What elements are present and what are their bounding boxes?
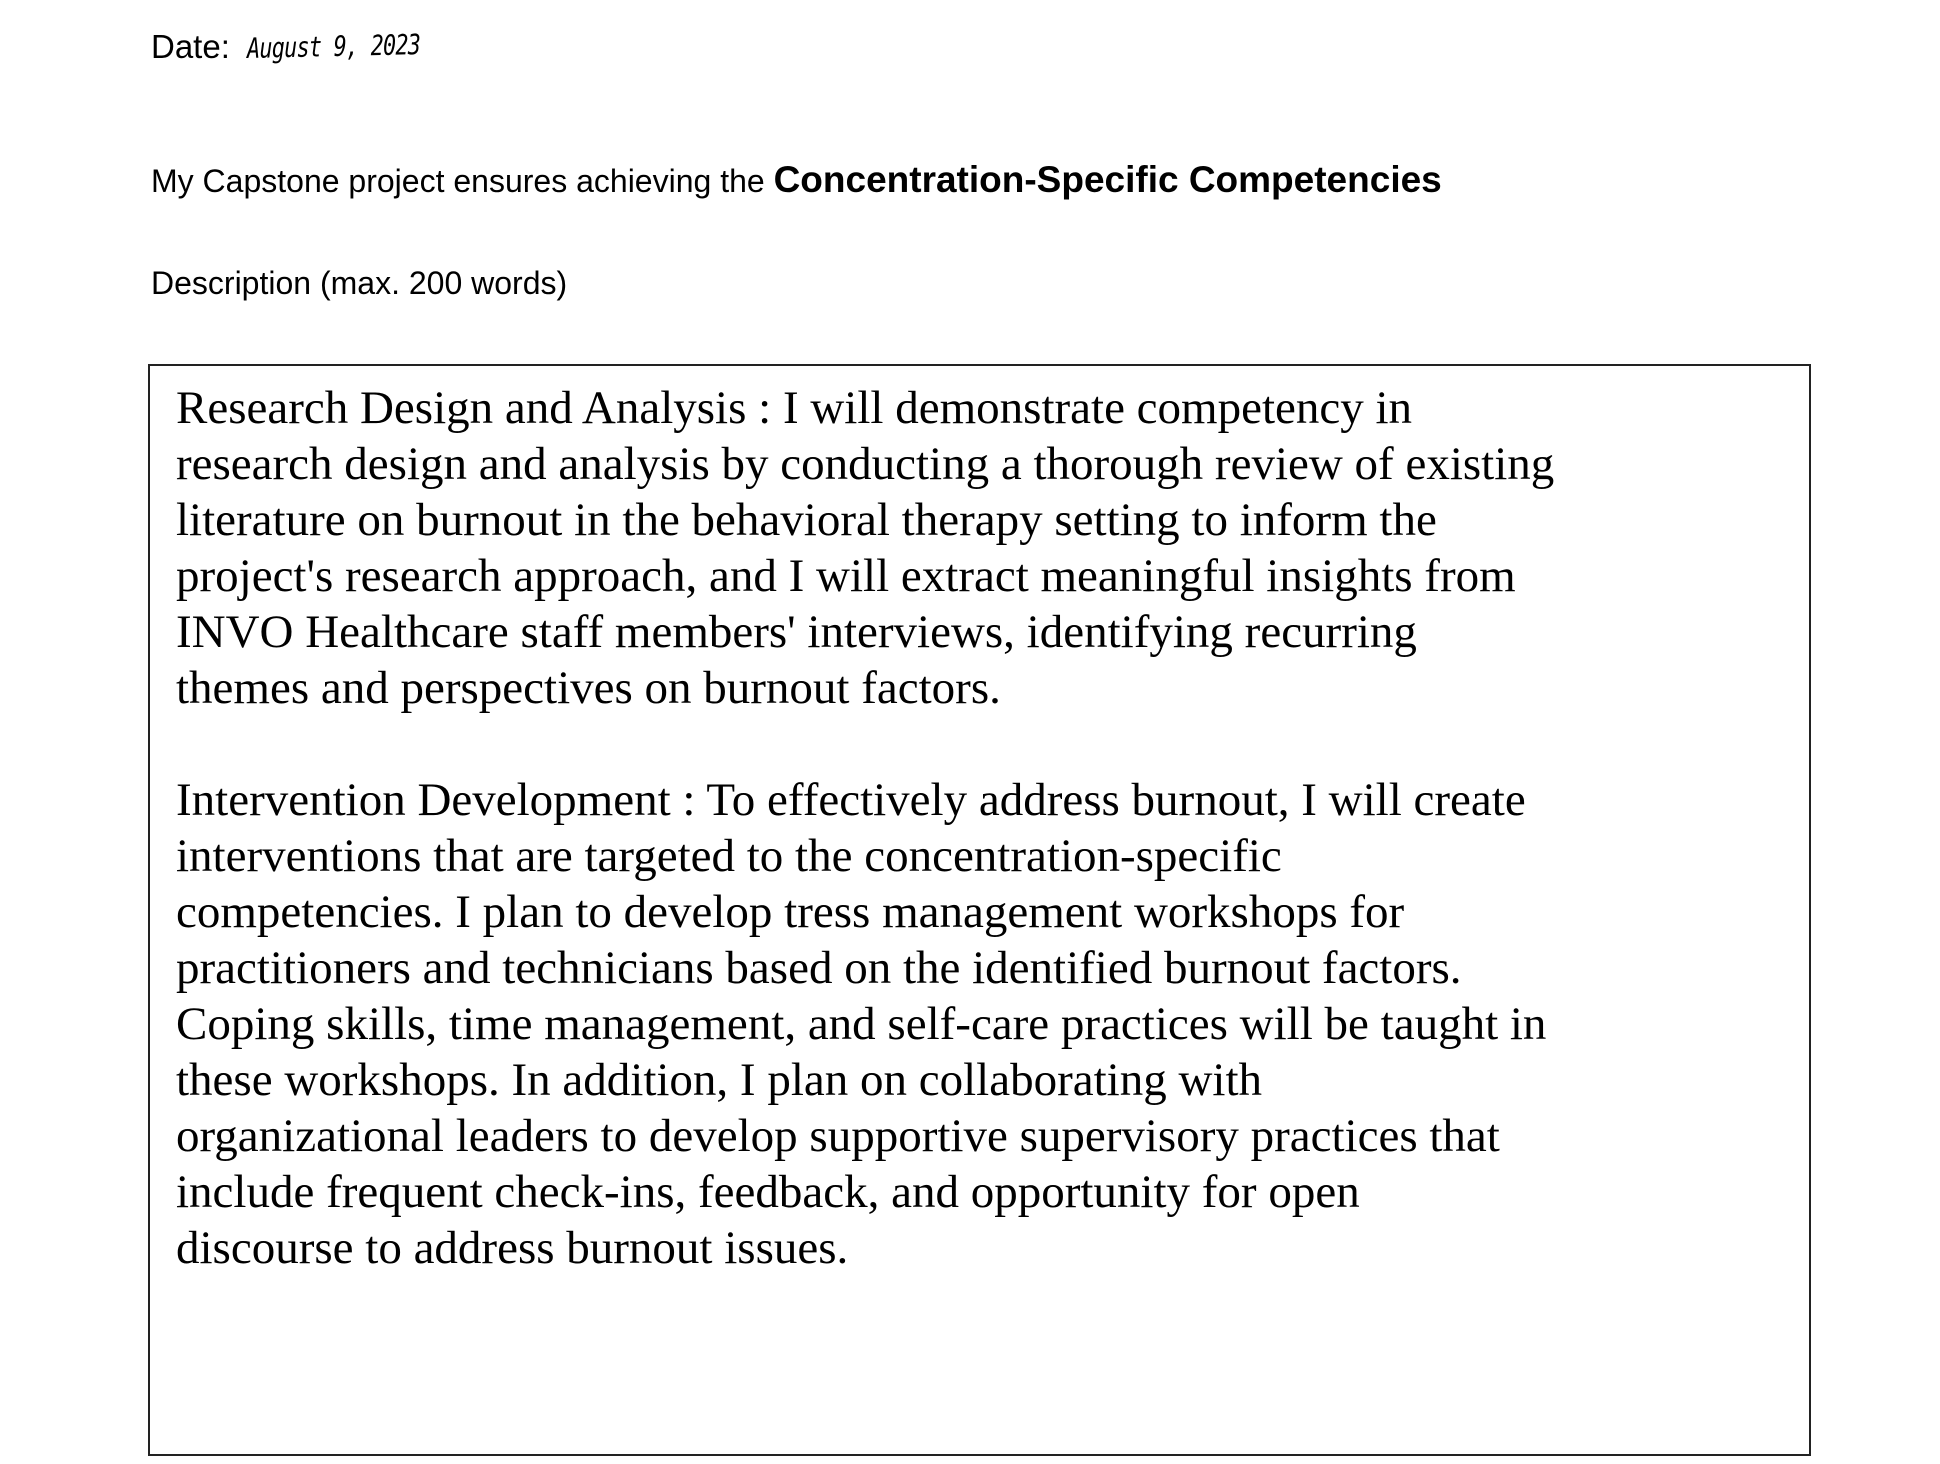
description-box — [148, 364, 1811, 1456]
date-label: Date: — [151, 28, 230, 65]
capstone-statement — [151, 158, 1442, 203]
description-label: Description (max. 200 words) — [151, 265, 568, 301]
handwritten-date: August 9, 2023 — [246, 28, 421, 65]
paragraph-intervention-development: Intervention Development : To effectively address burnout, I will create interventions that are targeted to the concentration-specific competencies. I plan to develop tress management workshops for practitioners and technicians based on the identified burnout factors. Coping skills, time management, and self-care practices will be taught in these workshops. In addition, I plan on collaborating with organizational leaders to develop supportive supervisory practices that include frequent check-ins, feedback, and opportunity for open discourse to address burnout issues. — [176, 774, 1547, 1274]
date-line — [151, 26, 469, 70]
paragraph-research-design: Research Design and Analysis : I will demonstrate competency in research design and analysis by conducting a thorough review of existing literature on burnout in the behavioral therapy setting to inform the project's research approach, and I will extract meaningful insights from INVO Healthcare staff members' interviews, identifying recurring themes and perspectives on burnout factors. — [176, 382, 1555, 714]
statement-prefix: My Capstone project ensures achieving the — [151, 163, 765, 199]
competencies-heading: Concentration-Specific Competencies — [773, 159, 1442, 200]
